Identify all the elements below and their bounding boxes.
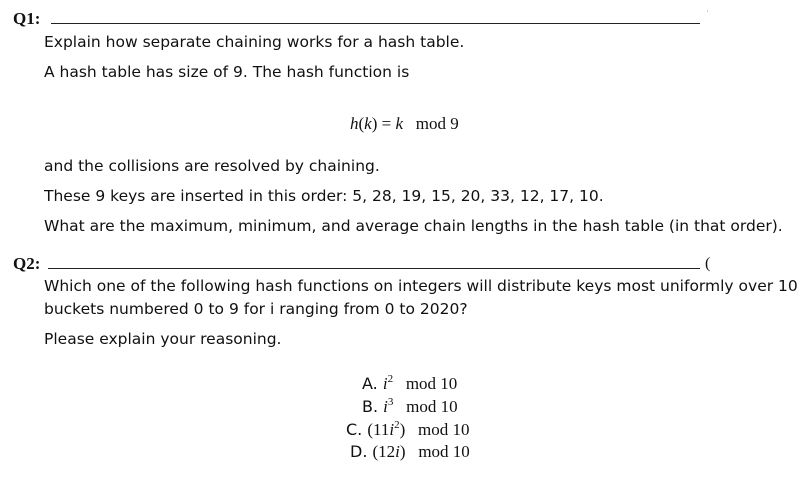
- q2-option-b: B. $i^3$ mod 10: [362, 396, 458, 416]
- q1-line-5: What are the maximum, minimum, and average chain lengths in the hash table (in that order).: [44, 217, 783, 235]
- q2-line-1: Which one of the following hash functions on integers will distribute keys most uniformly over 10: [44, 277, 798, 295]
- q2-answer-rule: [48, 268, 700, 269]
- q1-line-4: These 9 keys are inserted in this order: 5, 28, 19, 15, 20, 33, 12, 17, 10.: [44, 187, 604, 205]
- q2-option-d: D. (12i) mod 10: [350, 442, 470, 461]
- q2-line-2: buckets numbered 0 to 9 for i ranging from 0 to 2020?: [44, 300, 468, 318]
- q1-line-3: and the collisions are resolved by chaining.: [44, 157, 380, 175]
- q1-line-1: Explain how separate chaining works for a hash table.: [44, 33, 465, 51]
- q2-paren: (: [705, 255, 711, 272]
- q2-option-c: C. $(11i^2)$ mod 10: [346, 419, 470, 439]
- q2-option-a: A. $i^2$ mod 10: [362, 373, 458, 393]
- q2-label: Q2:: [13, 254, 41, 273]
- q1-answer-rule: [51, 23, 700, 24]
- q1-line-2: A hash table has size of 9. The hash function is: [44, 63, 410, 81]
- stray-mark: ·: [706, 6, 709, 16]
- q1-label: Q1:: [13, 9, 41, 28]
- q1-hash-formula: h(k) = k mod 9: [350, 114, 459, 133]
- q2-line-3: Please explain your reasoning.: [44, 330, 282, 348]
